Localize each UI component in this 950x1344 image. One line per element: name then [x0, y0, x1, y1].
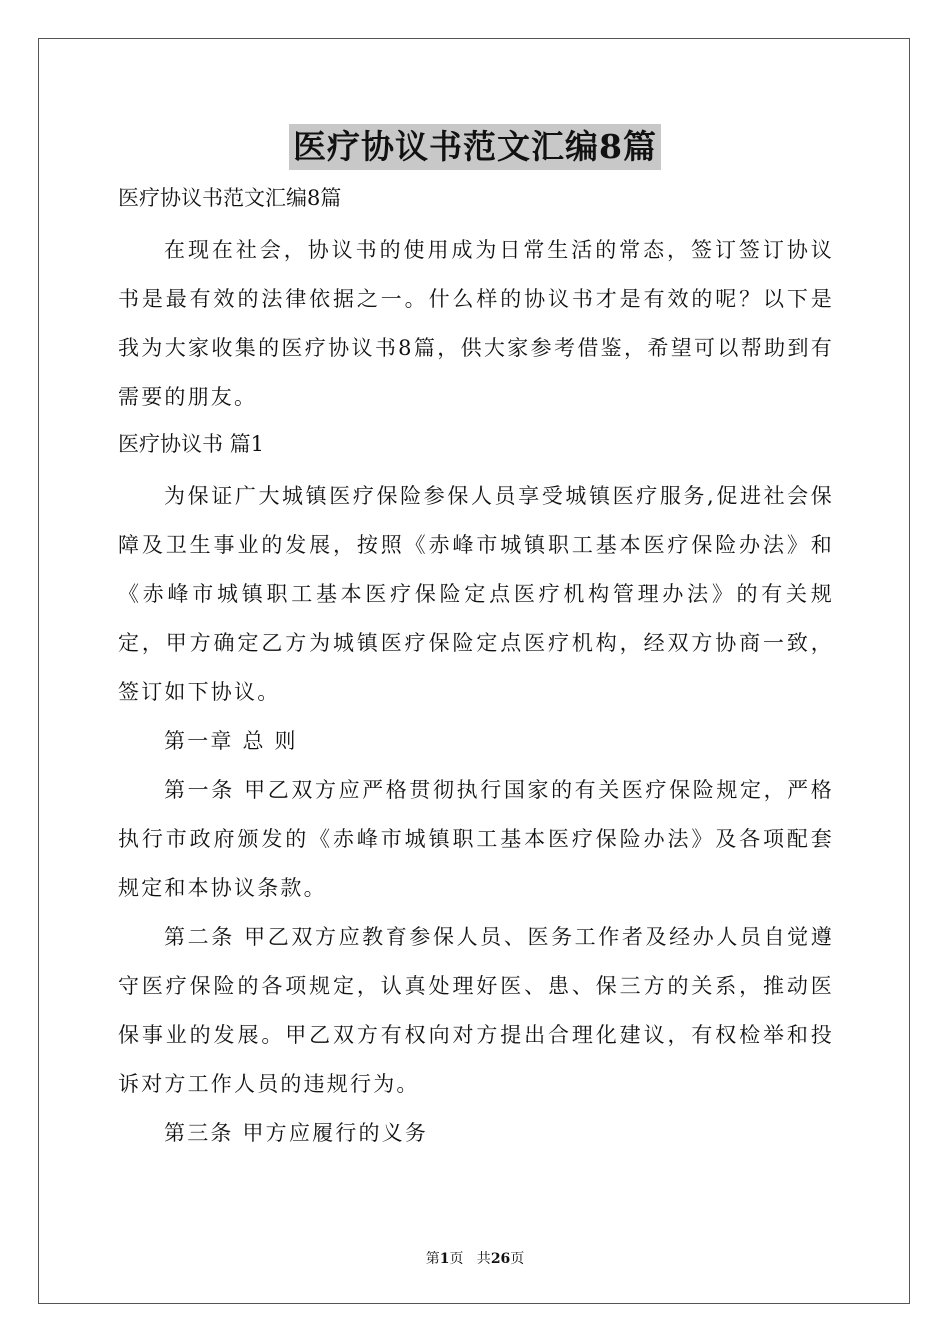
title-container: [0, 124, 950, 170]
document-subtitle: 医疗协议书范文汇编8篇: [118, 186, 342, 210]
page-suffix: 页: [510, 1251, 525, 1267]
document-title: 医疗协议书范文汇编8篇: [289, 124, 661, 170]
article-2-paragraph: 第二条 甲乙双方应教育参保人员、医务工作者及经办人员自觉遵守医疗保险的各项规定，认真处理好医、患、保三方的关系，推动医保事业的发展。甲乙双方有权向对方提出合理化建议，有权检举和投诉对方工作人员的违规行为。: [118, 925, 834, 1096]
article-1-paragraph: 第一条 甲乙双方应严格贯彻执行国家的有关医疗保险规定，严格执行市政府颁发的《赤峰市城镇职工基本医疗保险办法》及各项配套规定和本协议条款。: [118, 778, 834, 900]
intro-paragraph: 在现在社会，协议书的使用成为日常生活的常态，签订签订协议书是最有效的法律依据之一。什么样的协议书才是有效的呢？以下是我为大家收集的医疗协议书8篇，供大家参考借鉴，希望可以帮助到有需要的朋友。: [118, 238, 834, 409]
article-3-heading: 第三条 甲方应履行的义务: [164, 1121, 429, 1145]
preamble-paragraph: 为保证广大城镇医疗保险参保人员享受城镇医疗服务,促进社会保障及卫生事业的发展，按照《赤峰市城镇职工基本医疗保险办法》和《赤峰市城镇职工基本医疗保险定点医疗机构管理办法》的有关规定，甲方确定乙方为城镇医疗保险定点医疗机构，经双方协商一致，签订如下协议。: [118, 484, 834, 704]
page-footer: [0, 1248, 950, 1268]
current-page-number: 1: [439, 1251, 450, 1267]
chapter-heading: 第一章 总 则: [164, 729, 298, 753]
page-prefix: 第: [425, 1251, 440, 1267]
section-heading: 医疗协议书 篇1: [118, 432, 265, 456]
total-page-number: 26: [490, 1251, 511, 1267]
document-body: [118, 180, 834, 1158]
page-mid: 页 共: [449, 1251, 491, 1267]
